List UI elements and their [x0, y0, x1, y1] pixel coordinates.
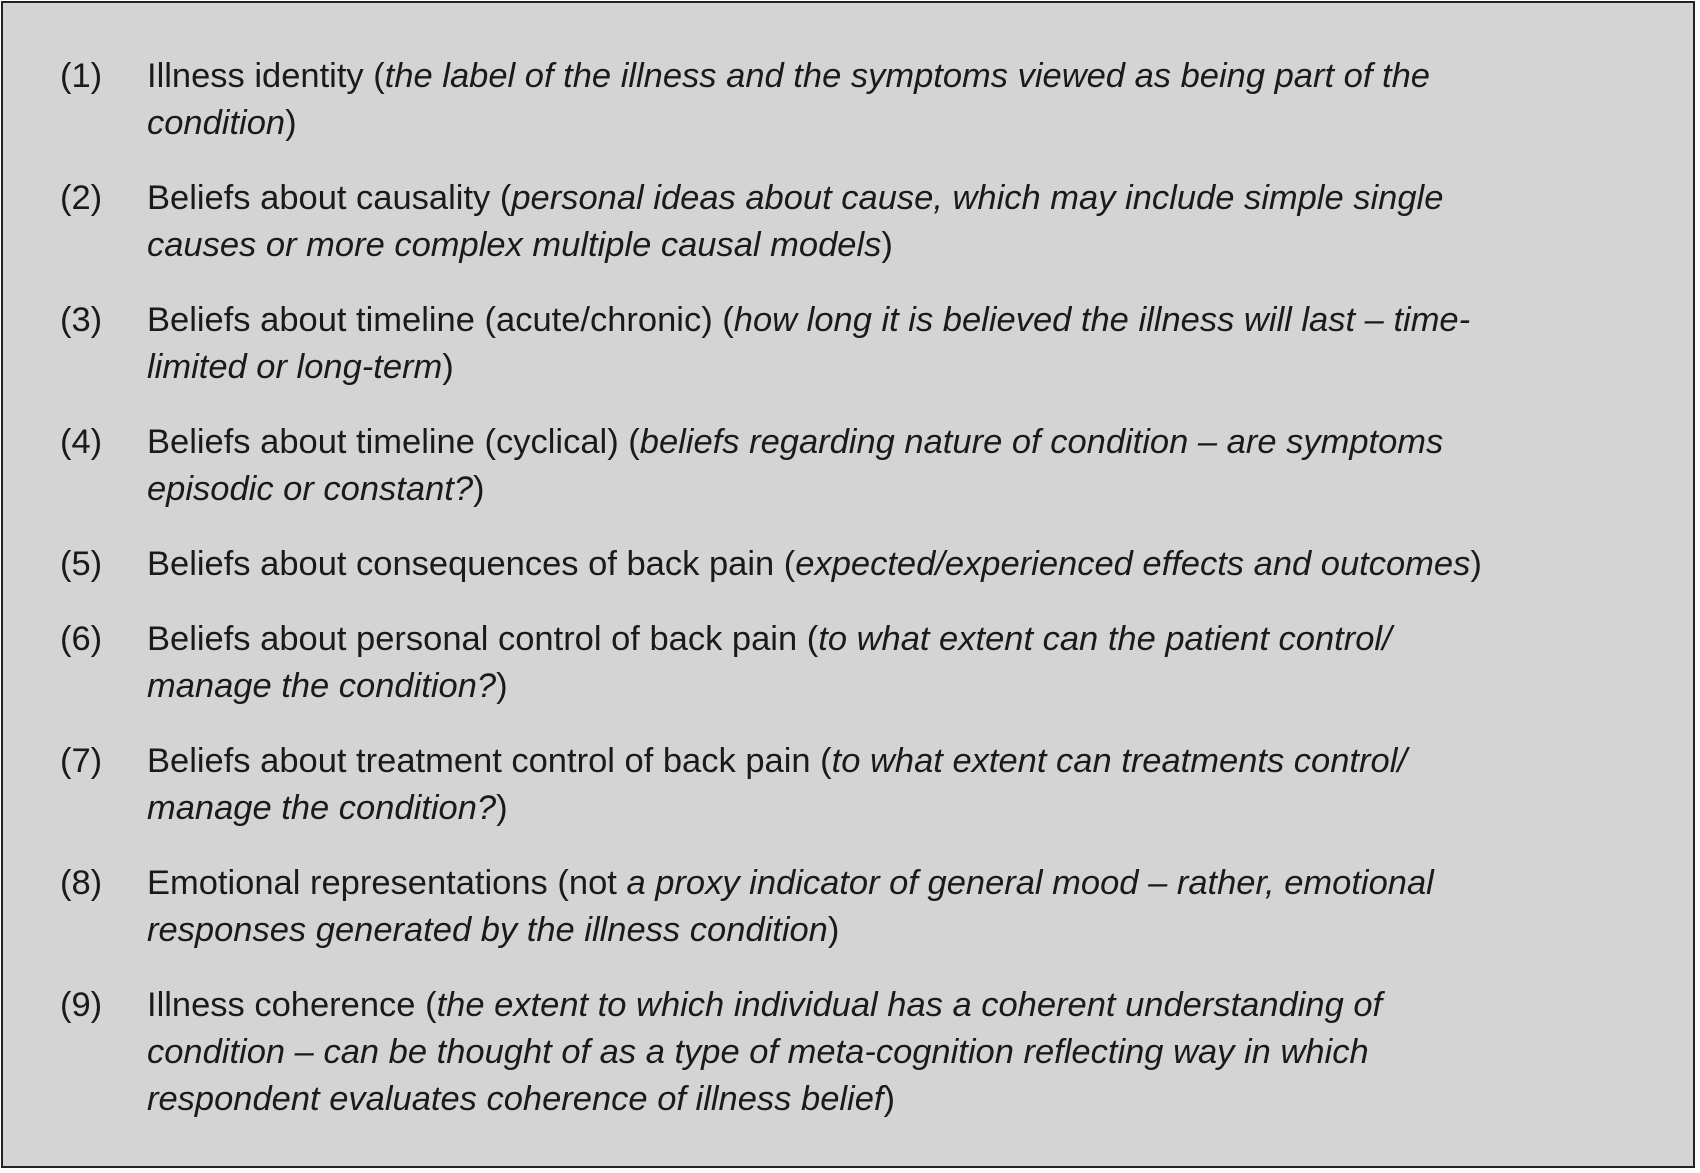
- belief-label: ): [473, 470, 485, 508]
- belief-text-line: [147, 423, 1443, 461]
- belief-description: respondent evaluates coherence of illness belief: [147, 1080, 884, 1118]
- belief-text-line: [147, 667, 508, 705]
- belief-text-line: [147, 179, 1443, 217]
- illness-beliefs-list: [60, 53, 1660, 1151]
- belief-item: [60, 738, 1660, 832]
- belief-description: beliefs regarding nature of condition – are symptoms: [639, 423, 1444, 461]
- belief-description: responses generated by the illness condition: [147, 911, 828, 949]
- belief-label: ): [883, 1080, 895, 1118]
- belief-description: condition: [147, 104, 286, 142]
- belief-text-line: [147, 789, 508, 827]
- belief-label: Beliefs about personal control of back pain (: [147, 620, 819, 658]
- belief-description: expected/experienced effects and outcomes: [795, 545, 1471, 583]
- belief-label: ): [285, 104, 297, 142]
- belief-description: limited or long-term: [147, 348, 443, 386]
- belief-label: ): [496, 789, 508, 827]
- belief-item: [60, 175, 1660, 269]
- belief-description: how long it is believed the illness will last – time-: [733, 301, 1471, 339]
- belief-number: (2): [60, 179, 103, 217]
- belief-description: personal ideas about cause, which may include simple single: [511, 179, 1444, 217]
- belief-item: [60, 419, 1660, 513]
- belief-description: to what extent can the patient control/: [818, 620, 1392, 658]
- belief-text-line: [147, 301, 1470, 339]
- belief-description: a proxy indicator of general mood – rather, emotional: [626, 864, 1434, 902]
- belief-label: Beliefs about causality (: [147, 179, 512, 217]
- belief-text-line: [147, 864, 1434, 902]
- belief-description: manage the condition?: [147, 667, 497, 705]
- belief-text-line: [147, 1080, 895, 1118]
- belief-text: [147, 860, 1660, 954]
- belief-description: the label of the illness and the symptoms viewed as being part of the: [384, 57, 1430, 95]
- belief-description: the extent to which individual has a coherent understanding of: [436, 986, 1383, 1024]
- illness-beliefs-box: [1, 1, 1695, 1168]
- belief-number: (8): [60, 864, 103, 902]
- belief-description: to what extent can treatments control/: [831, 742, 1407, 780]
- belief-label: Illness coherence (: [147, 986, 437, 1024]
- belief-label: ): [881, 226, 893, 264]
- belief-text-line: [147, 742, 1407, 780]
- belief-item: [60, 982, 1660, 1123]
- belief-label: Beliefs about timeline (acute/chronic) (: [147, 301, 734, 339]
- belief-text: [147, 419, 1660, 513]
- belief-text: [147, 297, 1660, 391]
- belief-text-line: [147, 545, 1482, 583]
- belief-item: [60, 297, 1660, 391]
- belief-text-line: [147, 226, 893, 264]
- belief-text-line: [147, 348, 454, 386]
- belief-description: episodic or constant?: [147, 470, 474, 508]
- belief-description: manage the condition?: [147, 789, 497, 827]
- belief-text-line: [147, 57, 1430, 95]
- belief-number: (6): [60, 620, 103, 658]
- belief-label: ): [442, 348, 454, 386]
- belief-text-line: [147, 911, 839, 949]
- belief-label: Beliefs about treatment control of back pain (: [147, 742, 832, 780]
- belief-text: [147, 53, 1660, 147]
- belief-label: Beliefs about timeline (cyclical) (: [147, 423, 640, 461]
- belief-label: ): [496, 667, 508, 705]
- belief-label: ): [827, 911, 840, 949]
- belief-number: (3): [60, 301, 103, 339]
- belief-label: Emotional representations (not: [147, 864, 627, 902]
- belief-text-line: [147, 104, 297, 142]
- belief-description: condition – can be thought of as a type of meta-cognition reflecting way in which: [147, 1033, 1369, 1071]
- belief-text: [147, 175, 1660, 269]
- belief-number: (9): [60, 986, 103, 1024]
- belief-item: [60, 860, 1660, 954]
- belief-item: [60, 616, 1660, 710]
- belief-number: (1): [60, 57, 103, 95]
- belief-description: causes or more complex multiple causal models: [147, 226, 882, 264]
- belief-number: (7): [60, 742, 103, 780]
- belief-text: [147, 616, 1660, 710]
- belief-number: (5): [60, 545, 103, 583]
- belief-text: [147, 738, 1660, 832]
- belief-number: (4): [60, 423, 103, 461]
- belief-text-line: [147, 1033, 1369, 1071]
- belief-label: Beliefs about consequences of back pain (: [147, 545, 796, 583]
- belief-item: [60, 53, 1660, 147]
- belief-label: Illness identity (: [147, 57, 385, 95]
- belief-text-line: [147, 986, 1382, 1024]
- belief-text-line: [147, 620, 1392, 658]
- belief-text: [147, 982, 1660, 1123]
- belief-text: [147, 541, 1660, 588]
- belief-label: ): [1470, 545, 1482, 583]
- belief-item: [60, 541, 1660, 588]
- belief-text-line: [147, 470, 485, 508]
